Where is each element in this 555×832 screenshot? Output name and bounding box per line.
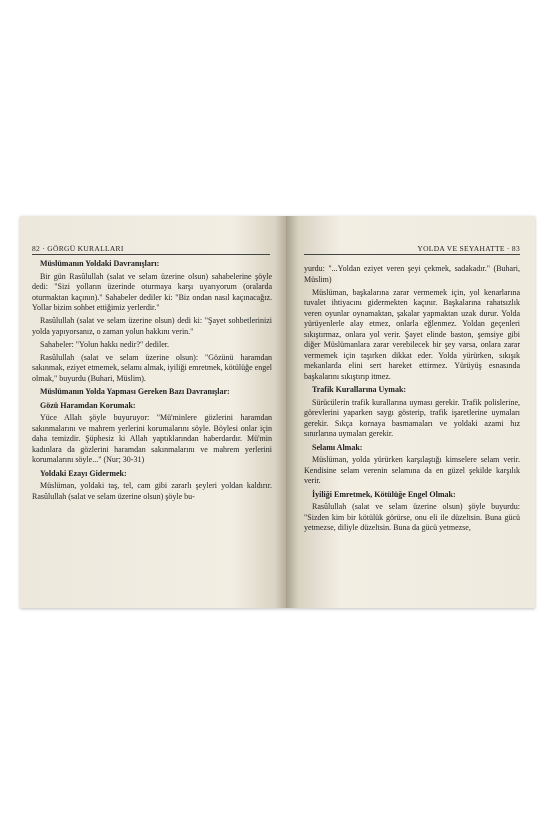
paragraph: Sürücülerin trafik kurallarına uyması gerekir. Trafik polislerine, görevlerini yaparken saygı gösterip, trafik işaretlerine uymaları gerekir. Sıkça kornaya basmamaları ve yoldaki azami hız sınırlarına uymaları gerekir. bbox=[304, 397, 520, 438]
paragraph: Yüce Allah şöyle buyuruyor: "Mü'minlere gözlerini haramdan sakınmalarını ve mahrem yerlerini korumalarını söyle. Böylesi onlar için daha temizdir. Şüphesiz ki Allah yaptıklarından haberdardır. Mü'min kadınlara da gözlerini haramdan sakınmalarını ve mahrem yerlerini korumalarını söyle..." (Nur; 30-31) bbox=[32, 413, 272, 464]
paragraph: Rasûlullah (salat ve selam üzerine olsun) şöyle buyurdu: "Sizden kim bir kötülük görürse, onu eli ile düzeltsin. Buna gücü yetmezse, diliyle düzeltsin. Buna da gücü yetmezse, bbox=[304, 502, 520, 532]
right-page-body bbox=[304, 264, 520, 536]
left-page-body bbox=[32, 259, 272, 505]
page-number-right: 83 bbox=[511, 244, 520, 253]
paragraph: Rasûlullah (salat ve selam üzerine olsun) dedi ki: "Şayet sohbetlerinizi yolda yapıyorsanız, o zaman yolun hakkını verin." bbox=[32, 316, 272, 336]
header-separator: · bbox=[506, 244, 512, 253]
left-page bbox=[20, 216, 286, 608]
heading-yapmasi-gereken: Müslümanın Yolda Yapması Gereken Bazı Davranışlar: bbox=[40, 387, 230, 396]
page-number-left: 82 bbox=[32, 244, 41, 253]
heading-ezayi-gidermek: Yoldaki Ezayı Gidermek: bbox=[40, 468, 127, 478]
left-page-header bbox=[32, 244, 270, 255]
running-title-left: GÖRGÜ KURALLARI bbox=[47, 244, 124, 253]
paragraph: Rasûlullah (salat ve selam üzerine olsun): "Gözünü haramdan sakınmak, eziyet etmemek, selamı almak, iyiliği emretmek, kötülüğe engel olmak," buyurdu (Buhari, Müslim). bbox=[32, 352, 272, 383]
paragraph: Müslüman, yoldaki taş, tel, cam gibi zararlı şeyleri yoldan kaldırır. Rasûlullah (salat ve selam üzerine olsun) şöyle bu- bbox=[32, 481, 272, 501]
header-separator: · bbox=[42, 244, 48, 253]
paragraph: Bir gün Rasûlullah (salat ve selam üzerine olsun) sahabelerine şöyle dedi: "Sizi yolların üzerinde oturmaya karşı uyarıyorum (oralarda oturmaktan kaçının)." Sahabeler dediler ki: "Biz ondan nasıl kaçınacağız. Yollar bizim sohbet ettiğimiz yerlerdir." bbox=[32, 271, 272, 312]
right-page bbox=[286, 216, 535, 608]
heading-iyiligi-emretmek: İyiliği Emretmek, Kötülüğe Engel Olmak: bbox=[312, 489, 456, 499]
heading-yoldaki-davranislar: Müslümanın Yoldaki Davranışları: bbox=[40, 259, 160, 268]
heading-trafik-kurallari: Trafik Kurallarına Uymak: bbox=[312, 385, 407, 394]
running-title-right: YOLDA VE SEYAHATTE bbox=[417, 244, 505, 253]
heading-selami-almak: Selamı Almak: bbox=[312, 442, 363, 452]
open-book bbox=[20, 216, 535, 608]
paragraph: Sahabeler: "Yolun hakkı nedir?" dediler. bbox=[40, 339, 170, 349]
paragraph: Müslüman, yolda yürürken karşılaştığı kimselere selam verir. Kendisine selam verenin selamına da en güzel şekilde karşılık verir. bbox=[304, 455, 520, 485]
paragraph: Müslüman, başkalarına zarar vermemek için, yol kenarlarına tuvalet ihtiyacını gidermekten kaçınır. Başkalarına rahatsızlık veren oyunlar oynamaktan, şakalar yapmaktan uzak durur. Yolda yürüyenlerle alay etmez, onlarla eğlenmez. Yoldan geçenleri sıkıştırmaz, onlara yol verir. Şayet elinde baston, şemsiye gibi diğer Müslümanlara zarar verebilecek bir şey varsa, onlara zarar vermemek için taşırken dikkat eder. Yolda yürürken, sıkışık mekanlarda elini sert hareket ettirmez. Yürüyüş esnasında başkalarını sıkıştırıp itmez. bbox=[304, 287, 520, 381]
right-page-header bbox=[304, 244, 520, 255]
paragraph: yurdu: "...Yoldan eziyet veren şeyi çekmek, sadakadır." (Buhari, Müslim) bbox=[304, 264, 520, 284]
heading-gozu-haramdan: Gözü Haramdan Korumak: bbox=[40, 400, 136, 410]
